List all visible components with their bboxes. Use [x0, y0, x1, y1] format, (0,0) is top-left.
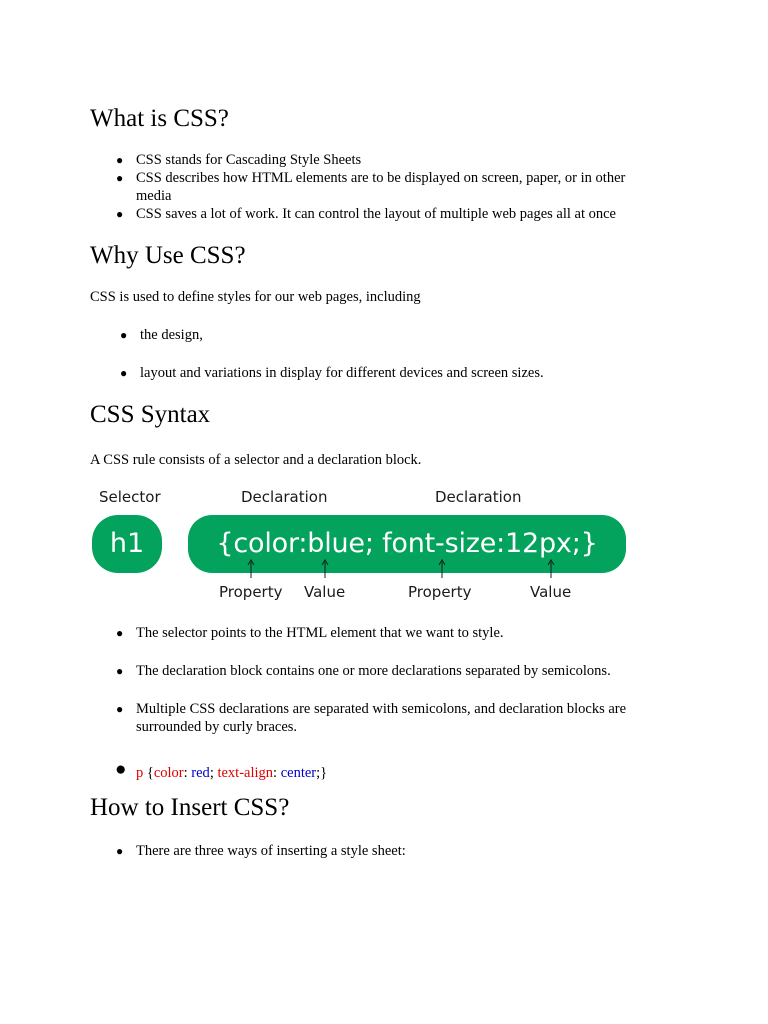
list-item: [116, 205, 625, 223]
syntax-intro-paragraph: A CSS rule consists of a selector and a declaration block.: [90, 452, 422, 468]
list-item-text: The declaration block contains one or more declarations separated by semicolons.: [136, 663, 611, 679]
value-label-2: Value: [530, 583, 572, 601]
list-item-text: There are three ways of inserting a style sheet:: [136, 843, 406, 859]
bullet-icon: ●: [116, 153, 124, 167]
declaration-pill: {color:blue; font-size:12px;}: [188, 515, 626, 573]
property-label-1: Property: [219, 583, 283, 601]
list-item-text: CSS stands for Cascading Style Sheets: [136, 152, 362, 168]
property-label-2: Property: [408, 583, 472, 601]
list-item-text: the design,: [140, 327, 203, 343]
bullet-icon: ●: [116, 626, 124, 640]
heading-css-syntax: CSS Syntax: [90, 401, 211, 428]
syntax-list: [115, 624, 627, 782]
what-is-css-list: [116, 151, 626, 223]
bullet-icon: ●: [120, 366, 128, 380]
heading-how-to-insert-css: How to Insert CSS?: [90, 794, 290, 821]
list-item-text: CSS describes how HTML elements are to be displayed on screen, paper, or in other: [136, 170, 626, 186]
selector-pill: h1: [92, 515, 162, 573]
list-item: [116, 169, 626, 205]
list-item: [116, 842, 406, 860]
list-item-text: Multiple CSS declarations are separated with semicolons, and declaration blocks are: [136, 701, 627, 717]
list-item: [116, 662, 626, 680]
code-colon-2: :: [273, 765, 281, 781]
list-item: [120, 364, 544, 382]
code-property-2: text-align: [217, 765, 274, 781]
list-item: [116, 624, 626, 642]
bullet-icon: ●: [116, 664, 124, 678]
heading-what-is-css: What is CSS?: [90, 105, 229, 132]
heading-why-use-css: Why Use CSS?: [90, 242, 246, 269]
list-item-text: CSS saves a lot of work. It can control the layout of multiple web pages all at once: [136, 206, 616, 222]
bullet-icon: ●: [120, 328, 128, 342]
declaration-label-1: Declaration: [241, 488, 328, 506]
css-syntax-diagram: [90, 486, 630, 606]
code-value-1: red: [191, 765, 210, 781]
bullet-icon: ●: [116, 844, 124, 858]
list-item-text-continued: surrounded by curly braces.: [136, 719, 298, 735]
list-item-text: layout and variations in display for different devices and screen sizes.: [140, 365, 544, 381]
why-intro-paragraph: CSS is used to define styles for our web pages, including: [90, 289, 421, 305]
code-value-2: center: [280, 765, 317, 781]
why-list: [120, 326, 544, 382]
code-example-item: [115, 759, 626, 782]
bullet-icon: ●: [116, 171, 124, 185]
insert-list: [116, 842, 406, 860]
bullet-icon: ●: [116, 702, 124, 716]
bullet-icon: ●: [116, 207, 124, 221]
list-item: [116, 151, 625, 169]
list-item-text: The selector points to the HTML element that we want to style.: [136, 625, 504, 641]
selector-label: Selector: [99, 488, 161, 506]
list-item: [120, 326, 544, 344]
list-item-text-continued: media: [136, 188, 172, 204]
code-open-brace: {: [143, 765, 154, 781]
code-semicolon-1: ;: [209, 765, 218, 781]
list-item: [116, 700, 627, 736]
code-selector: p: [136, 765, 144, 781]
value-label-1: Value: [304, 583, 346, 601]
code-property-1: color: [153, 765, 184, 781]
declaration-label-2: Declaration: [435, 488, 522, 506]
code-colon-1: :: [183, 765, 192, 781]
bullet-icon: ●: [115, 759, 127, 780]
code-close: ;}: [316, 765, 328, 781]
